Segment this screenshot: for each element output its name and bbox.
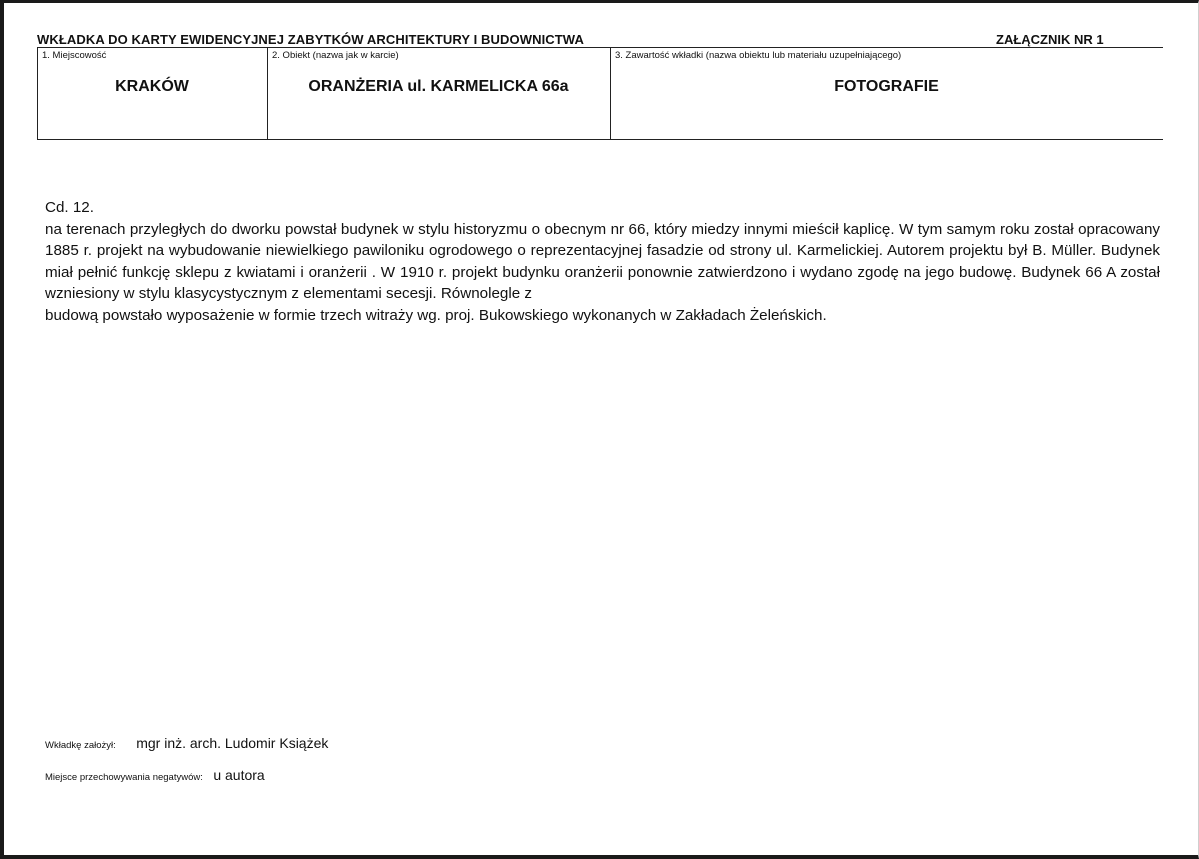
insert-content-value: FOTOGRAFIE <box>834 78 939 95</box>
document-title: WKŁADKA DO KARTY EWIDENCYJNEJ ZABYTKÓW ARCHITEKTURY I BUDOWNICTWA <box>37 32 584 47</box>
description-last-line: budową powstało wyposażenie w formie trzech witraży wg. proj. Bukowskiego wykonanych w Zakładach Żeleńskich. <box>45 306 827 324</box>
storage-label: Miejsce przechowywania negatywów: <box>45 772 203 783</box>
object-label: 2. Obiekt (nazwa jak w karcie) <box>272 50 399 61</box>
author-label: Wkładkę założył: <box>45 740 116 751</box>
annex-number: ZAŁĄCZNIK NR 1 <box>996 32 1104 47</box>
storage-value: u autora <box>213 767 265 783</box>
description-paragraph: na terenach przyległych do dworku powstał budynek w stylu historyzmu o obecnym nr 66, który miedzy innymi mieścił kaplicę. W tym samym roku został opracowany 1885 r. projekt na wybudowanie niewielkiego pawiloniku ogrodowego o reprezentacyjnej fasadzie od strony ul. Karmelickiej. Autorem projektu był B. Müller. Budynek miał pełnić funkcję sklepu z kwiatami i oranżerii . W 1910 r. projekt budynku oranżerii ponownie zatwierdzono i wydano zgodę na jego budowę. Budynek 66 A został wzniesiony w stylu klasycystycznym z elementami secesji. Równolegle z <box>45 220 1160 302</box>
object-value: ORANŻERIA ul. KARMELICKA 66a <box>308 78 569 95</box>
header-divider <box>37 47 1163 48</box>
author-row <box>45 735 328 753</box>
insert-content-label: 3. Zawartość wkładki (nazwa obiektu lub materiału uzupełniającego) <box>615 50 902 61</box>
locality-label: 1. Miejscowość <box>42 50 107 61</box>
storage-row <box>45 767 265 785</box>
continuation-heading: Cd. 12. <box>45 199 94 216</box>
fields-divider <box>37 139 1163 140</box>
locality-value: KRAKÓW <box>115 78 189 95</box>
description-text <box>45 197 1160 326</box>
author-value: mgr inż. arch. Ludomir Książek <box>136 735 329 751</box>
